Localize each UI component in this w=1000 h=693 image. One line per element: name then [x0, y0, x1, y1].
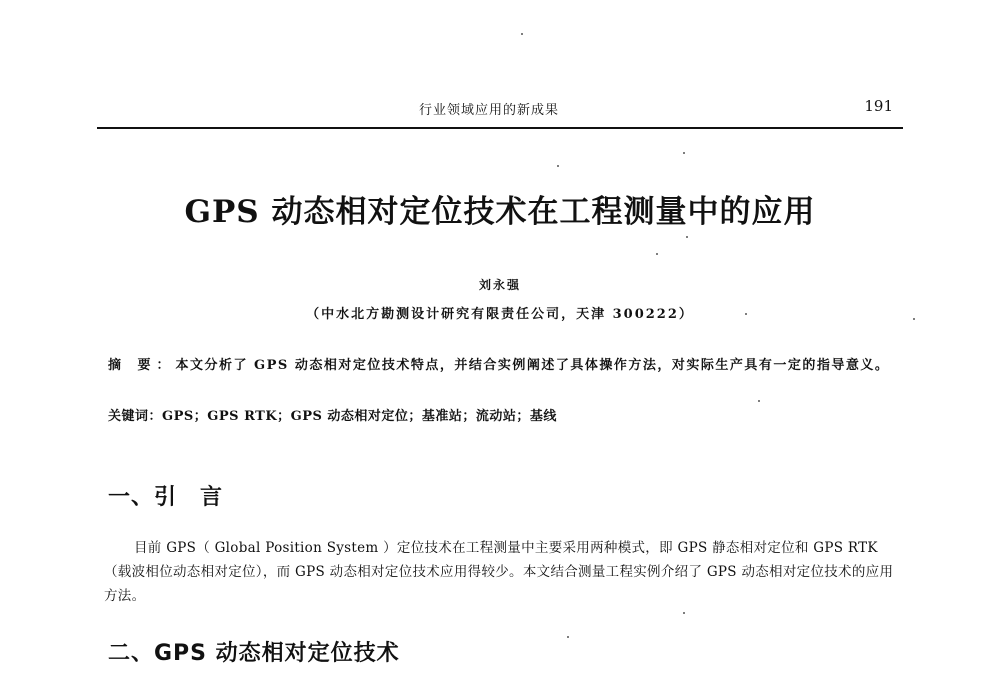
running-header	[97, 97, 903, 129]
scan-speck	[913, 318, 915, 320]
scan-speck	[745, 313, 747, 315]
author-name: 刘永强	[478, 278, 521, 292]
scan-speck	[567, 636, 569, 638]
abstract-text: 本文分析了 GPS 动态相对定位技术特点，并结合实例阐述了具体操作方法，对实际生产具有一定的指导意义。	[175, 358, 890, 373]
introduction-text: 目前 GPS（ Global Position System ）定位技术在工程测量中主要采用两种模式，即 GPS 静态相对定位和 GPS RTK（载波相位动态相对定位），而 GPS 动态相对定位技术应用得较少。本文结合测量工程实例介绍了 GPS 动态相对定位技术的应用方法。	[104, 540, 894, 604]
scan-speck	[656, 253, 658, 255]
page-number: 191	[864, 97, 893, 115]
keywords-label: 关键词：	[108, 409, 163, 424]
paper-title: GPS 动态相对定位技术在工程测量中的应用	[184, 194, 816, 230]
abstract-label: 摘 要：	[108, 358, 176, 373]
keywords	[108, 405, 898, 424]
running-title: 行业领域应用的新成果	[419, 103, 560, 118]
scan-speck	[686, 236, 688, 238]
introduction-paragraph	[104, 536, 900, 608]
keywords-text: GPS；GPS RTK；GPS 动态相对定位；基准站；流动站；基线	[162, 409, 557, 424]
author-affiliation: （中水北方勘测设计研究有限责任公司，天津 300222）	[306, 307, 694, 322]
scan-speck	[557, 165, 559, 167]
scan-speck	[521, 33, 523, 35]
section-heading-introduction: 一、引 言	[108, 485, 224, 510]
scan-speck	[683, 612, 685, 614]
scan-speck	[683, 152, 685, 154]
abstract	[108, 354, 898, 378]
section-heading-gps-dynamic: 二、GPS 动态相对定位技术	[108, 641, 400, 666]
scan-speck	[758, 400, 760, 402]
